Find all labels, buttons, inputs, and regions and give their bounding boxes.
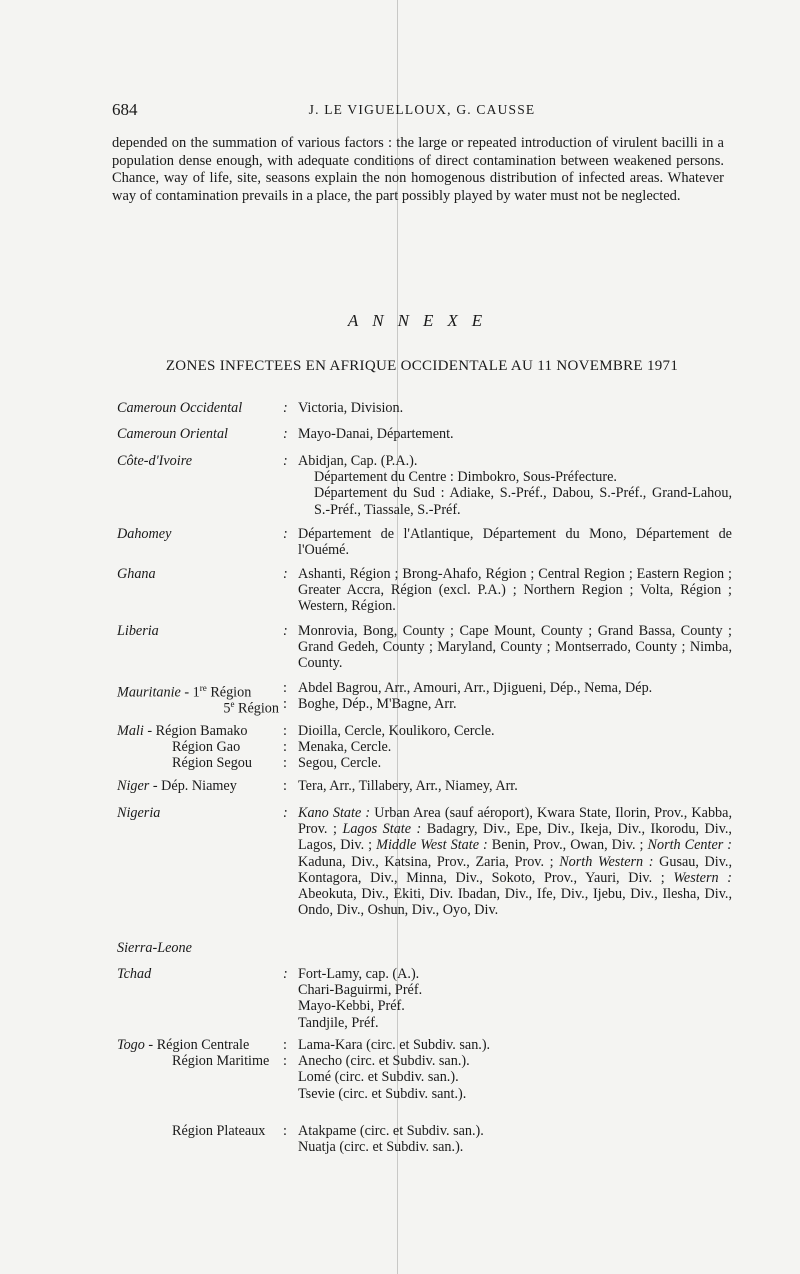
state-zones: Badagry, Div., Epe, Div., Ikeja, Div., Ikorodu, Div., Lagos, Div. ; [298, 821, 732, 854]
zone-line: Fort-Lamy, cap. (A.). [298, 966, 420, 982]
colon-separator: : [283, 966, 288, 982]
state-zones: Benin, Prov., Owan, Div. ; [487, 837, 648, 854]
state-label: Western : [673, 869, 732, 886]
entry-mali [117, 723, 737, 772]
zone-value: Lama-Kara (circ. et Subdiv. san.). [298, 1037, 491, 1053]
colon-separator: : [283, 566, 288, 582]
colon-separator: : [283, 1122, 287, 1139]
country-name: Dahomey [117, 526, 172, 542]
region-label: Région Segou [172, 755, 252, 772]
region-label: Région [234, 700, 279, 717]
region-label: Région Maritime [172, 1053, 270, 1070]
colon-separator: : [283, 778, 287, 794]
zone-value: Tsevie (circ. et Subdiv. sant.). [298, 1085, 467, 1102]
zone-value: Dioilla, Cercle, Koulikoro, Cercle. [298, 723, 495, 739]
state-label: Kano State : [298, 805, 371, 821]
country-name: Niger [117, 778, 150, 794]
zone-value: Département de l'Atlantique, Département du Mono, Département de l'Ouémé. [298, 526, 732, 559]
zone-value: Atakpame (circ. et Subdiv. san.). [298, 1122, 484, 1139]
region-ordinal-suffix: e [230, 699, 235, 710]
country-name: Togo [117, 1037, 145, 1053]
colon-separator: : [283, 696, 287, 713]
country-name: Mali [117, 723, 144, 739]
zone-value: Monrovia, Bong, County ; Cape Mount, County ; Grand Bassa, County ; Grand Gedeh, County ; Maryland, County ; Montserrado, County ; Nimba, County. [298, 623, 732, 672]
country-name: Cameroun Occidental [117, 400, 243, 416]
colon-separator: : [283, 680, 287, 696]
region-label: Région Plateaux [172, 1122, 266, 1139]
country-name: Sierra-Leone [117, 940, 192, 956]
region-prefix: - 1 [184, 684, 200, 701]
country-region-label [117, 723, 281, 739]
zone-line: Département du Sud : Adiake, S.-Préf., Dabou, S.-Préf., Grand-Lahou, S.-Préf., Tiassale, S.-Préf. [314, 485, 732, 518]
zone-value: Victoria, Division. [298, 400, 404, 416]
state-zones: Abeokuta, Div., Ekiti, Div. Ibadan, Div., Ife, Div., Ijebu, Div., Ilesha, Div., Ondo, Div., Oshun, Div., Oyo, Div. [298, 886, 732, 919]
colon-separator: : [283, 739, 287, 756]
country-name: Ghana [117, 566, 156, 582]
country-name: Côte-d'Ivoire [117, 453, 192, 469]
entry-togo [117, 1037, 737, 1155]
colon-separator: : [283, 426, 288, 442]
annexe-title: ANNEXE [347, 311, 497, 330]
zone-line: Chari-Baguirmi, Préf. [298, 982, 423, 999]
region-label: - Région Centrale [148, 1037, 250, 1053]
colon-separator: : [283, 805, 288, 821]
region-label: Région [206, 684, 252, 701]
country-name: Liberia [117, 623, 159, 639]
state-zones: Urban Area (sauf aéroport), Kwara State, Ilorin, Prov., Kabba, Prov. ; [298, 805, 732, 838]
zone-value: Lomé (circ. et Subdiv. san.). [298, 1069, 459, 1086]
zone-value [298, 805, 732, 918]
country-name: Tchad [117, 966, 152, 982]
state-label: North Western : [559, 853, 654, 870]
zone-value: Segou, Cercle. [298, 755, 382, 772]
zone-value: Anecho (circ. et Subdiv. san.). [298, 1053, 470, 1070]
country-name: Cameroun Oriental [117, 426, 228, 442]
region-ordinal-suffix: re [199, 683, 207, 693]
colon-separator: : [283, 453, 288, 469]
colon-separator: : [283, 526, 288, 542]
zones-title: ZONES INFECTEES EN AFRIQUE OCCIDENTALE AU 11 NOVEMBRE 1971 [165, 358, 679, 374]
zone-value [298, 453, 732, 518]
colon-separator: : [283, 755, 287, 772]
state-zones: Kaduna, Div., Katsina, Prov., Zaria, Prov. ; [298, 853, 560, 870]
state-label: North Center : [647, 837, 732, 854]
country-name: Nigeria [117, 805, 161, 821]
zone-value: Nuatja (circ. et Subdiv. san.). [298, 1138, 464, 1155]
colon-separator: : [283, 723, 287, 739]
colon-separator: : [283, 400, 288, 416]
country-region-label [117, 1037, 281, 1053]
region-label-row [117, 696, 279, 717]
intro-paragraph: depended on the summation of various factors : the large or repeated introduction of virulent bacilli in a population dense enough, with adequate conditions of direct contamination between weakened persons. Chance, way of life, site, seasons explain the non homogenous distribution of infected areas. Whatever way of contamination prevails in a place, the part possibly played by water must not be neglected. [112, 135, 724, 204]
region-label: Région Gao [172, 739, 241, 756]
region-label: - Région Bamako [147, 723, 248, 739]
zone-value: Mayo-Danai, Département. [298, 426, 454, 442]
running-head: J. LE VIGUELLOUX, G. CAUSSE [308, 102, 536, 117]
zone-value: Boghe, Dép., M'Bagne, Arr. [298, 696, 457, 713]
country-region-label [117, 778, 281, 794]
zone-value: Tera, Arr., Tillabery, Arr., Niamey, Arr. [298, 778, 518, 794]
region-prefix: 5 [223, 700, 231, 717]
zone-value: Menaka, Cercle. [298, 739, 392, 756]
colon-separator: : [283, 1053, 287, 1070]
state-zones: Gusau, Div., Kontagora, Div., Minna, Div., Sokoto, Prov., Yauri, Div. ; [298, 853, 732, 886]
region-label: - Dép. Niamey [152, 778, 237, 794]
zone-value: Abdel Bagrou, Arr., Amouri, Arr., Djigueni, Dép., Nema, Dép. [298, 680, 653, 696]
zone-line: Département du Centre : Dimbokro, Sous-Préfecture. [314, 469, 617, 486]
country-name: Mauritanie [117, 684, 181, 701]
page-number: 684 [112, 100, 138, 119]
zone-line: Tandjile, Préf. [298, 1014, 379, 1031]
page-header [112, 100, 732, 124]
colon-separator: : [283, 1037, 287, 1053]
state-label: Middle West State : [376, 837, 488, 854]
colon-separator: : [283, 623, 288, 639]
zone-line: Abidjan, Cap. (P.A.). [298, 453, 418, 469]
zone-value: Ashanti, Région ; Brong-Ahafo, Région ; Central Region ; Eastern Region ; Greater Accra, Région (excl. P.A.) ; Northern Region ; Volta, Région ; Western, Région. [298, 566, 732, 615]
zone-line: Mayo-Kebbi, Préf. [298, 998, 405, 1015]
zone-value [298, 966, 732, 1031]
entry-mauritanie [117, 680, 737, 717]
state-label: Lagos State : [342, 821, 422, 838]
